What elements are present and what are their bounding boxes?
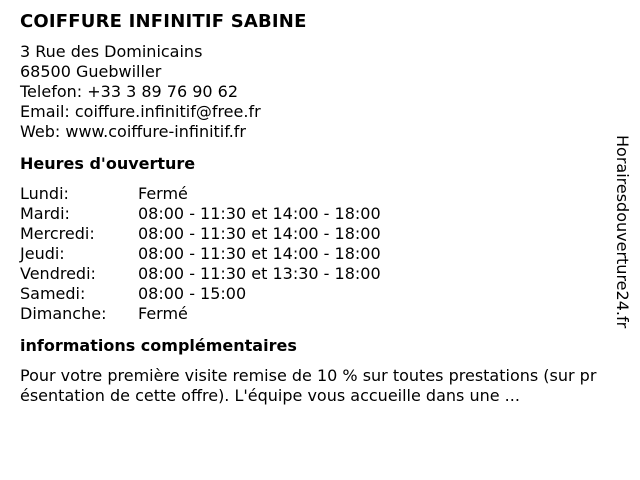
hours-time: 08:00 - 11:30 et 14:00 - 18:00 (138, 204, 381, 223)
hours-heading: Heures d'ouverture (20, 154, 196, 173)
hours-row-jeudi (20, 244, 600, 264)
business-name: COIFFURE INFINITIF SABINE (20, 11, 307, 32)
postal-city: 68500 Guebwiller (20, 62, 162, 81)
watermark (612, 135, 632, 345)
hours-time: 08:00 - 11:30 et 14:00 - 18:00 (138, 224, 381, 243)
hours-row-mardi (20, 204, 600, 224)
hours-day: Mardi: (20, 204, 70, 223)
hours-time: Fermé (138, 184, 188, 203)
hours-row-lundi (20, 184, 600, 204)
hours-row-samedi (20, 284, 600, 304)
hours-row-mercredi (20, 224, 600, 244)
hours-day: Jeudi: (20, 244, 65, 263)
address-block (20, 42, 600, 142)
phone-line: Telefon: +33 3 89 76 90 62 (20, 82, 239, 101)
street-address: 3 Rue des Dominicains (20, 42, 203, 61)
hours-time: 08:00 - 11:30 et 13:30 - 18:00 (138, 264, 381, 283)
hours-day: Lundi: (20, 184, 69, 203)
hours-table (20, 184, 600, 324)
hours-time: Fermé (138, 304, 188, 323)
info-description: Pour votre première visite remise de 10 % sur toutes prestations (sur présentation de cette offre). L'équipe vous accueille dans une ... (20, 366, 597, 405)
hours-day: Dimanche: (20, 304, 107, 323)
hours-day: Mercredi: (20, 224, 95, 243)
hours-day: Samedi: (20, 284, 86, 303)
hours-time: 08:00 - 11:30 et 14:00 - 18:00 (138, 244, 381, 263)
hours-time: 08:00 - 15:00 (138, 284, 247, 303)
email-line: Email: coiffure.infinitif@free.fr (20, 102, 261, 121)
web-line: Web: www.coiffure-infinitif.fr (20, 122, 247, 141)
hours-row-vendredi (20, 264, 600, 284)
info-heading: informations complémentaires (20, 336, 297, 355)
business-card (20, 10, 600, 406)
hours-day: Vendredi: (20, 264, 96, 283)
hours-row-dimanche (20, 304, 600, 324)
watermark-text: Horairesdouverture24.fr (613, 135, 632, 329)
